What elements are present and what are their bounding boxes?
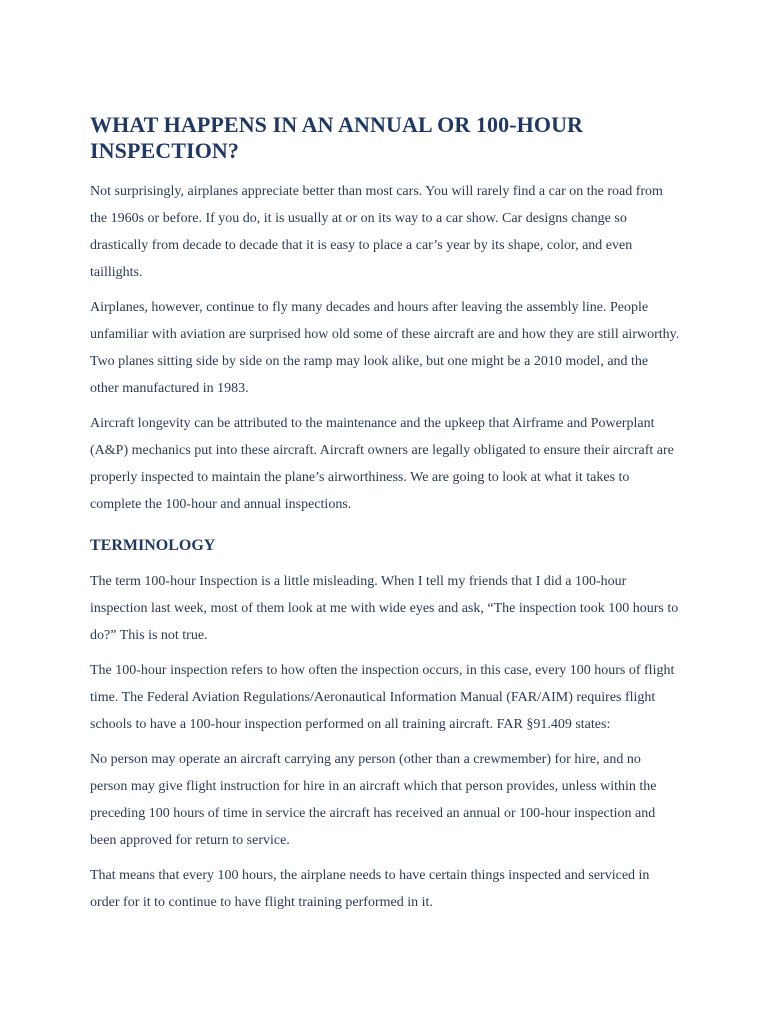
document-page (90, 112, 680, 924)
intro-paragraph-1: Not surprisingly, airplanes appreciate better than most cars. You will rarely find a car on the road from the 1960s or before. If you do, it is usually at or on its way to a car show. Car designs change so drastically from decade to decade that it is easy to place a car’s year by its shape, color, and even taillights. (90, 184, 663, 280)
terminology-paragraph-4: That means that every 100 hours, the airplane needs to have certain things inspected and serviced in order for it to continue to have flight training performed in it. (90, 868, 650, 910)
regulation-quote-paragraph: No person may operate an aircraft carrying any person (other than a crewmember) for hire, and no person may give flight instruction for hire in an aircraft which that person provides, unless within the preceding 100 hours of time in service the aircraft has received an annual or 100-hour inspection and been approved for return to service. (90, 752, 657, 848)
document-title: WHAT HAPPENS IN AN ANNUAL OR 100-HOUR INSPECTION? (90, 112, 584, 163)
intro-paragraph-3: Aircraft longevity can be attributed to the maintenance and the upkeep that Airframe and Powerplant (A&P) mechanics put into these aircraft. Aircraft owners are legally obligated to ensure their aircraft are properly inspected to maintain the plane’s airworthiness. We are going to look at what it takes to complete the 100-hour and annual inspections. (90, 416, 674, 512)
section-heading-terminology: TERMINOLOGY (90, 537, 216, 554)
intro-paragraph-2: Airplanes, however, continue to fly many decades and hours after leaving the assembly line. People unfamiliar with aviation are surprised how old some of these aircraft are and how they are still airworthy. Two planes sitting side by side on the ramp may look alike, but one might be a 2010 model, and the other manufactured in 1983. (90, 300, 680, 396)
terminology-paragraph-1: The term 100-hour Inspection is a little misleading. When I tell my friends that I did a 100-hour inspection last week, most of them look at me with wide eyes and ask, “The inspection took 100 hours to do?” This is not true. (90, 574, 679, 643)
terminology-paragraph-2: The 100-hour inspection refers to how often the inspection occurs, in this case, every 100 hours of flight time. The Federal Aviation Regulations/Aeronautical Information Manual (FAR/AIM) requires flight schools to have a 100-hour inspection performed on all training aircraft. FAR §91.409 states: (90, 663, 675, 732)
